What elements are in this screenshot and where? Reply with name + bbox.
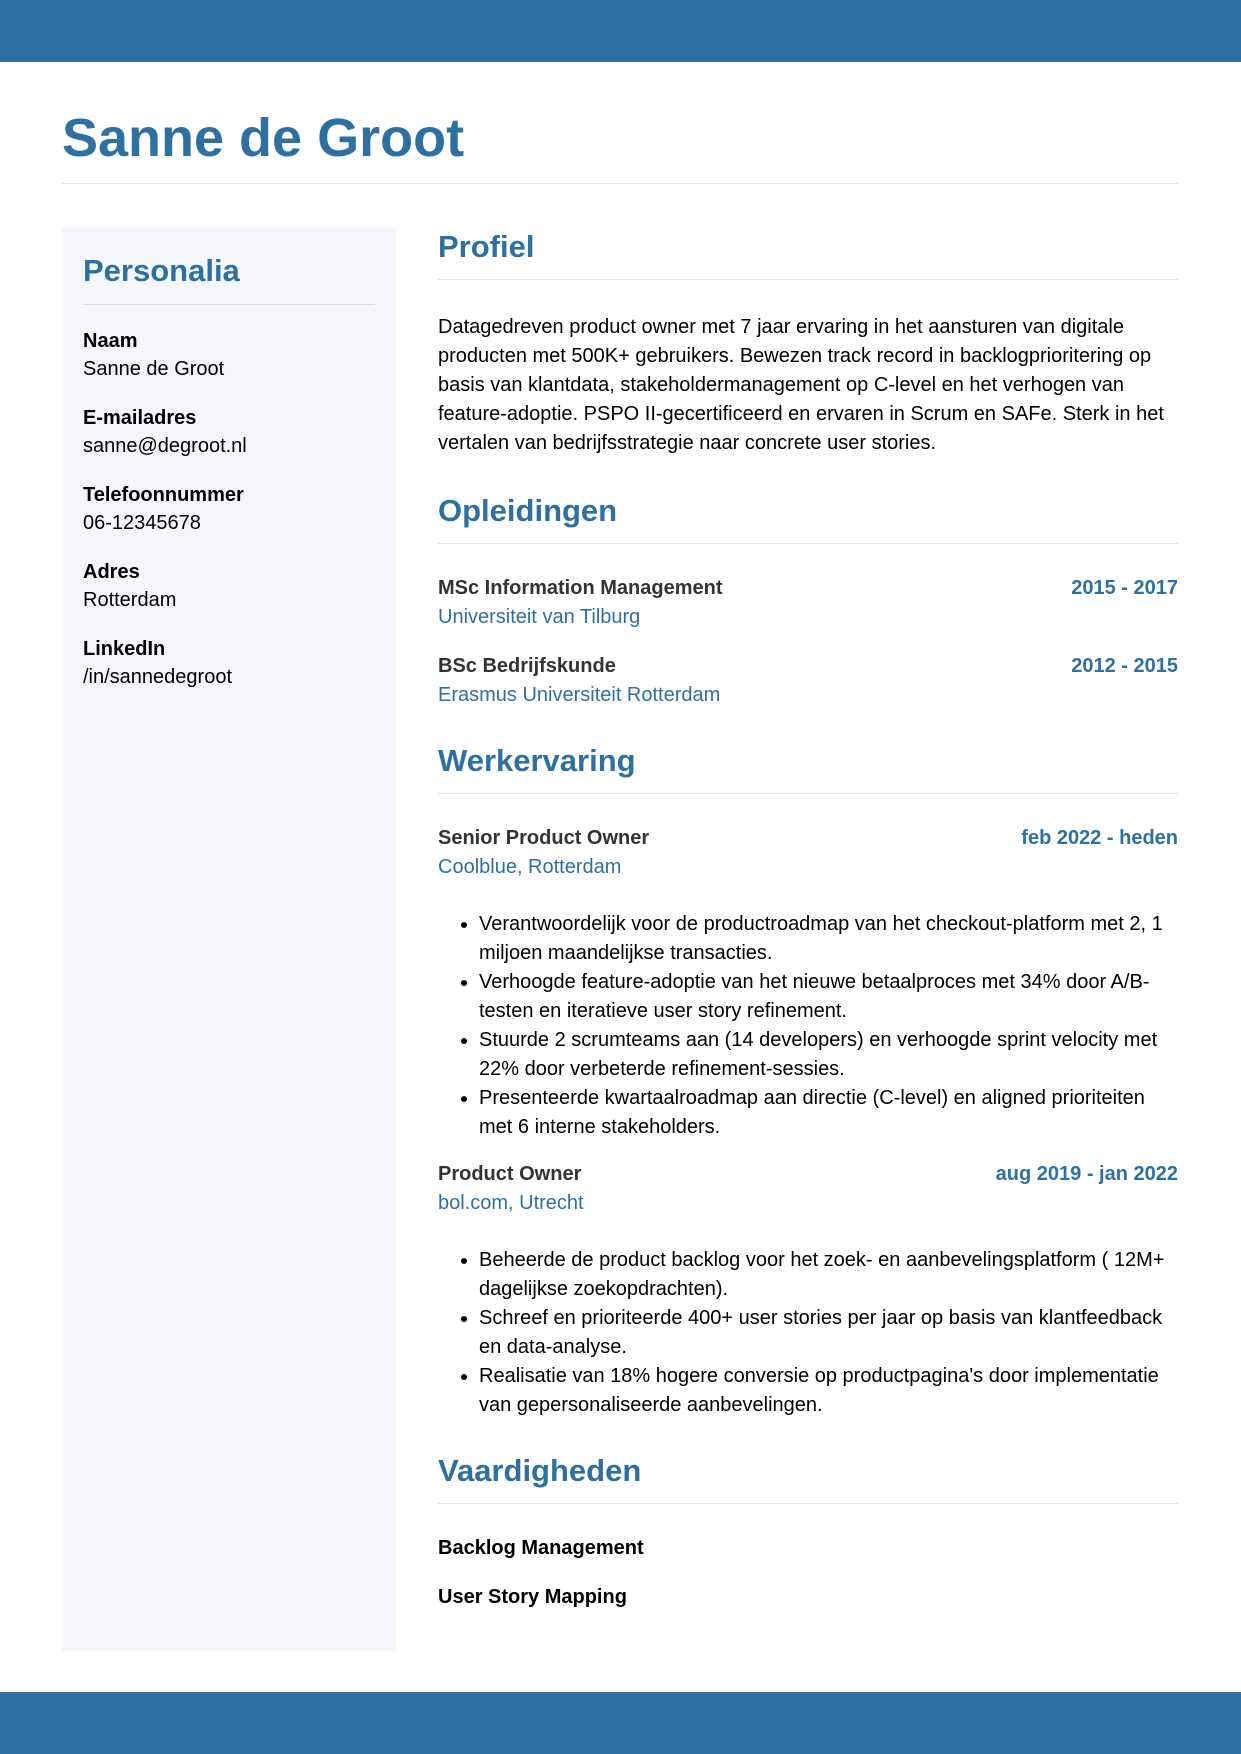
education-entry xyxy=(438,574,1178,632)
bullet-item: • Verhoogde feature-adoptie van het nieuwe betaalproces met 34% door A/B-testen en iteratieve user story refinement. xyxy=(479,968,1178,1026)
bullet-item: • Realisatie van 18% hogere conversie op productpagina's door implementatie van gepersonaliseerde aanbevelingen. xyxy=(479,1362,1178,1420)
degree-title: MSc Information Management xyxy=(438,577,723,599)
field-email xyxy=(83,404,375,460)
field-value: Rotterdam xyxy=(83,589,177,611)
job-entry xyxy=(438,1160,1178,1420)
field-phone xyxy=(83,481,375,537)
education-section xyxy=(438,491,1178,710)
field-name xyxy=(83,327,375,383)
footer-bar xyxy=(0,1692,1241,1754)
sidebar-title: Personalia xyxy=(83,253,240,288)
section-divider xyxy=(438,279,1178,280)
job-entry xyxy=(438,824,1178,1142)
candidate-name: Sanne de Groot xyxy=(62,108,465,168)
section-title: Vaardigheden xyxy=(438,1453,642,1488)
skill-item: Backlog Management xyxy=(438,1537,644,1559)
entry-header xyxy=(438,824,1178,853)
education-entry xyxy=(438,652,1178,710)
field-value: Sanne de Groot xyxy=(83,358,225,380)
job-bullets xyxy=(438,1246,1178,1420)
main-content xyxy=(438,227,1178,1612)
field-label: E-mailadres xyxy=(83,407,197,429)
entry-period: aug 2019 - jan 2022 xyxy=(995,1163,1178,1185)
experience-section xyxy=(438,741,1178,1420)
entry-period: 2015 - 2017 xyxy=(1071,577,1178,599)
entry-period: feb 2022 - heden xyxy=(1021,827,1178,849)
skills-section xyxy=(438,1451,1178,1612)
bullet-item: • Verantwoordelijk voor de productroadmap van het checkout-platform met 2, 1 miljoen maandelijkse transacties. xyxy=(479,910,1178,968)
field-label: Telefoonnummer xyxy=(83,484,244,506)
section-title: Profiel xyxy=(438,229,535,264)
section-divider xyxy=(438,543,1178,544)
profile-text: Datagedreven product owner met 7 jaar ervaring in het aansturen van digitale producten met 500K+ gebruikers. Bewezen track record in backlogprioritering op basis van klantdata, stakeholdermanagement op C-level en het verhogen van feature-adoptie. PSPO II-gecertificeerd en ervaren in Scrum en SAFe. Sterk in het vertalen van bedrijfsstrategie naar concrete user stories. xyxy=(438,316,1164,454)
field-value: 06-12345678 xyxy=(83,512,201,534)
job-role: Product Owner xyxy=(438,1163,582,1185)
name-divider xyxy=(62,183,1178,184)
personal-info-sidebar xyxy=(62,227,396,1651)
sidebar-divider xyxy=(83,304,375,305)
profile-section xyxy=(438,227,1178,458)
school-name: Universiteit van Tilburg xyxy=(438,606,641,628)
field-address xyxy=(83,558,375,614)
bullet-item: • Beheerde de product backlog voor het zoek- en aanbevelingsplatform ( 12M+ dagelijkse zoekopdrachten). xyxy=(479,1246,1178,1304)
bullet-item: • Stuurde 2 scrumteams aan (14 developers) en verhoogde sprint velocity met 22% door verbeterde refinement-sessies. xyxy=(479,1026,1178,1084)
header-bar xyxy=(0,0,1241,62)
field-value: sanne@degroot.nl xyxy=(83,435,247,457)
field-label: Naam xyxy=(83,330,138,352)
company-name: Coolblue, Rotterdam xyxy=(438,856,622,878)
section-divider xyxy=(438,1503,1178,1504)
field-label: Adres xyxy=(83,561,140,583)
field-label: LinkedIn xyxy=(83,638,166,660)
field-value: /in/sannedegroot xyxy=(83,666,233,688)
bullet-item: • Presenteerde kwartaalroadmap aan directie (C-level) en aligned prioriteiten met 6 interne stakeholders. xyxy=(479,1084,1178,1142)
job-bullets xyxy=(438,910,1178,1142)
school-name: Erasmus Universiteit Rotterdam xyxy=(438,684,721,706)
entry-header xyxy=(438,652,1178,681)
field-linkedin xyxy=(83,635,375,691)
skill-item: User Story Mapping xyxy=(438,1586,627,1608)
entry-period: 2012 - 2015 xyxy=(1071,655,1178,677)
section-divider xyxy=(438,793,1178,794)
bullet-item: • Schreef en prioriteerde 400+ user stories per jaar op basis van klantfeedback en data-analyse. xyxy=(479,1304,1178,1362)
degree-title: BSc Bedrijfskunde xyxy=(438,655,616,677)
job-role: Senior Product Owner xyxy=(438,827,650,849)
section-title: Werkervaring xyxy=(438,743,636,778)
section-title: Opleidingen xyxy=(438,493,618,528)
entry-header xyxy=(438,1160,1178,1189)
entry-header xyxy=(438,574,1178,603)
company-name: bol.com, Utrecht xyxy=(438,1192,584,1214)
